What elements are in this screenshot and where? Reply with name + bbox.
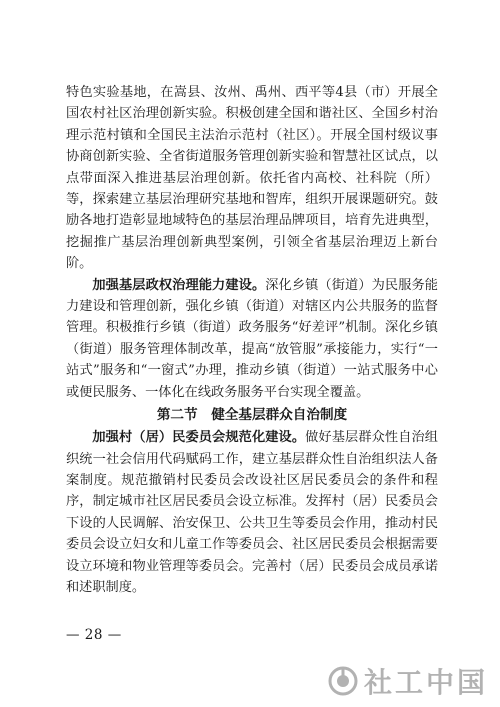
paragraph-lead: 加强村（居）民委员会规范化建设。 (92, 430, 306, 446)
paragraph-text: 做好基层群众性自治组织统一社会信用代码赋码工作，建立基层群众性自治组织法人备案制度。规范撤销村民委员会改设社区居民委员会的条件和程序，制定城市社区居民委员会设立标准。发挥村（居）民委员会下设的人民调解、治安保卫、公共卫生等委员会作用，推动村民委员会设立妇女和儿童工作等委员会、社区居民委员会根据需要设立环境和物业管理等委员会。完善村（居）民委员会成员承诺和述职制度。 (66, 430, 438, 595)
paragraph-1 (66, 82, 438, 275)
paragraph-2 (66, 275, 438, 403)
body-text (66, 82, 438, 598)
paragraph-text: 深化乡镇（街道）为民服务能力建设和管理创新，强化乡镇（街道）对辖区内公共服务的监督管理。积极推行乡镇（街道）政务服务“好差评”机制。深化乡镇（街道）服务管理体制改革，提高“放管服”承接能力，实行“一站式”服务和“一窗式”办理，推动乡镇（街道）一站式服务中心或便民服务、一体化在线政务服务平台实现全覆盖。 (66, 277, 438, 400)
paragraph-text: 特色实验基地，在嵩县、汝州、禹州、西平等4县（市）开展全国农村社区治理创新实验。积极创建全国和谐社区、全国乡村治理示范村镇和全国民主法治示范村（社区）。开展全国村级议事协商创新实验、全省街道服务管理创新实验和智慧社区试点，以点带面深入推进基层治理创新。依托省内高校、社科院（所）等，探索建立基层治理研究基地和智库，组织开展课题研究。鼓励各地打造彰显地域特色的基层治理品牌项目，培育先进典型，挖掘推广基层治理创新典型案例，引领全省基层治理迈上新台阶。 (66, 85, 438, 272)
paragraph-lead: 加强基层政权治理能力建设。 (92, 277, 266, 293)
watermark (328, 661, 488, 701)
page-number: — 28 — (66, 627, 122, 643)
section-heading: 第二节 健全基层群众自治制度 (156, 407, 348, 424)
paragraph-3 (66, 427, 438, 598)
social-work-logo-icon (328, 666, 358, 696)
watermark-text: 社工中国 (363, 666, 488, 699)
